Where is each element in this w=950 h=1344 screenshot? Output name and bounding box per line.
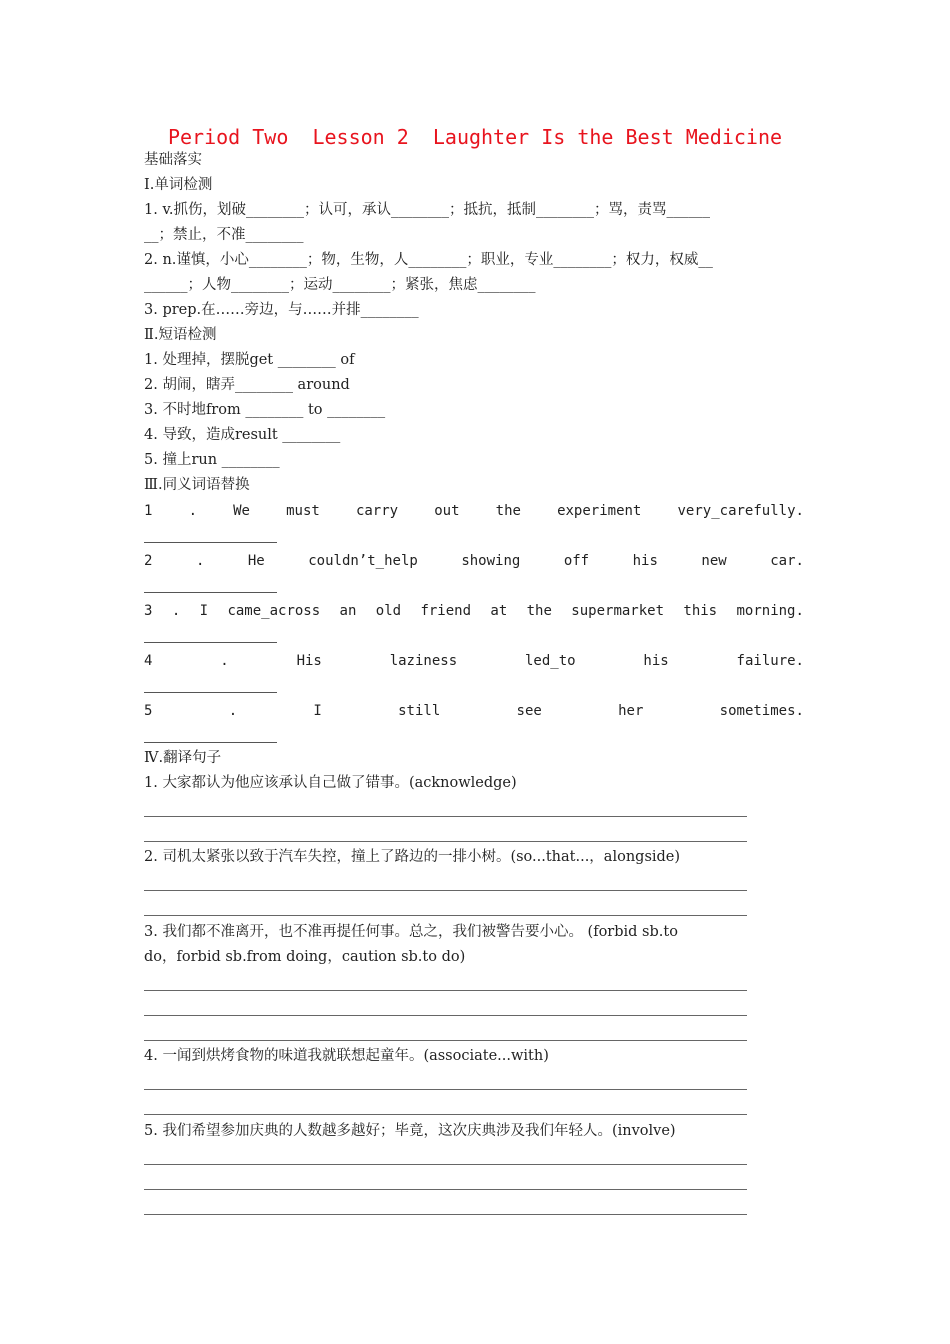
section-1-heading: Ⅰ.单词检测 — [144, 177, 213, 193]
translate-item-4: 4. 一闻到烘烤食物的味道我就联想起童年。(associate...with) — [144, 1048, 549, 1064]
answer-line — [144, 841, 747, 842]
word: the — [526, 602, 552, 619]
word: 5 — [144, 702, 153, 719]
word: He — [247, 552, 265, 569]
word: I — [199, 602, 209, 619]
answer-line — [144, 1114, 747, 1115]
answer-line — [144, 816, 747, 817]
vocab-line: 1. v.抓伤，划破________；认可，承认________；抵抗，抵制________；骂，责骂______ — [144, 202, 711, 218]
word: at — [490, 602, 508, 619]
answer-blank — [144, 692, 277, 693]
word: came_across — [227, 602, 321, 619]
answer-blank — [144, 542, 277, 543]
word: his — [643, 652, 669, 669]
word: . — [228, 702, 238, 719]
answer-line — [144, 1015, 747, 1016]
page-title: Period Two Lesson 2 Laughter Is the Best Medicine — [167, 125, 783, 149]
section-4-heading: Ⅳ.翻译句子 — [144, 750, 222, 766]
word: experiment — [557, 502, 642, 519]
word: new — [701, 552, 727, 569]
word: out — [434, 502, 460, 519]
word: friend — [420, 602, 472, 619]
synonym-sentence-2 — [144, 548, 804, 573]
word: His — [296, 652, 322, 669]
word: laziness — [389, 652, 458, 669]
synonym-sentence-4 — [144, 648, 804, 673]
word: failure. — [736, 652, 804, 669]
word: . — [188, 502, 197, 519]
word: her — [618, 702, 644, 719]
word: . — [171, 602, 181, 619]
word: see — [516, 702, 542, 719]
word: 4 — [144, 652, 153, 669]
synonym-sentence-5 — [144, 698, 804, 723]
phrase-line: 1. 处理掉，摆脱get ________ of — [144, 352, 355, 368]
translate-item-3-cont: do，forbid sb.from doing，caution sb.to do) — [144, 949, 466, 965]
translate-item-2: 2. 司机太紧张以致于汽车失控，撞上了路边的一排小树。(so...that...，alongside) — [144, 849, 681, 865]
phrase-line: 3. 不时地from ________ to ________ — [144, 402, 386, 418]
answer-blank — [144, 742, 277, 743]
answer-blank — [144, 642, 277, 643]
answer-line — [144, 890, 747, 891]
word: sometimes. — [719, 702, 804, 719]
answer-line — [144, 1040, 747, 1041]
answer-line — [144, 1164, 747, 1165]
translate-item-1: 1. 大家都认为他应该承认自己做了错事。(acknowledge) — [144, 775, 517, 791]
answer-line — [144, 990, 747, 991]
vocab-line: 3. prep.在……旁边，与……并排________ — [144, 302, 419, 318]
translate-item-5: 5. 我们希望参加庆典的人数越多越好；毕竟，这次庆典涉及我们年轻人。(involve) — [144, 1123, 676, 1139]
word: car. — [770, 552, 804, 569]
word: still — [398, 702, 441, 719]
word: the — [495, 502, 521, 519]
vocab-line: __；禁止，不准________ — [144, 227, 304, 243]
word: supermarket — [571, 602, 665, 619]
word: carry — [355, 502, 399, 519]
word: 2 — [144, 552, 153, 569]
answer-line — [144, 915, 747, 916]
foundation-heading: 基础落实 — [144, 152, 202, 168]
word: off — [563, 552, 590, 569]
section-2-heading: Ⅱ.短语检测 — [144, 327, 217, 343]
vocab-line: ______；人物________；运动________；紧张，焦虑________ — [144, 277, 536, 293]
phrase-line: 2. 胡闹，瞎弄________ around — [144, 377, 350, 393]
word: showing — [461, 552, 521, 569]
word: We — [233, 502, 250, 519]
word: 1 — [144, 502, 153, 519]
phrase-line: 5. 撞上run ________ — [144, 452, 280, 468]
synonym-sentence-1 — [144, 498, 804, 523]
word: I — [313, 702, 322, 719]
word: led_to — [524, 652, 576, 669]
synonym-sentence-3 — [144, 598, 804, 623]
word: . — [195, 552, 205, 569]
word: an — [339, 602, 357, 619]
word: must — [286, 502, 320, 519]
word: . — [220, 652, 229, 669]
section-3-heading: Ⅲ.同义词语替换 — [144, 477, 250, 493]
word: this — [683, 602, 718, 619]
word: 3 — [144, 602, 153, 619]
word: couldn’t_help — [308, 552, 418, 569]
word: his — [632, 552, 658, 569]
answer-line — [144, 1214, 747, 1215]
phrase-line: 4. 导致，造成result ________ — [144, 427, 341, 443]
word: old — [375, 602, 402, 619]
word: morning. — [736, 602, 804, 619]
answer-line — [144, 1189, 747, 1190]
answer-blank — [144, 592, 277, 593]
translate-item-3: 3. 我们都不准离开，也不准再提任何事。总之，我们被警告要小心。 (forbid sb.to — [144, 924, 678, 940]
word: very_carefully. — [677, 502, 804, 519]
vocab-line: 2. n.谨慎，小心________；物，生物，人________；职业，专业________；权力，权威__ — [144, 252, 713, 268]
answer-line — [144, 1089, 747, 1090]
